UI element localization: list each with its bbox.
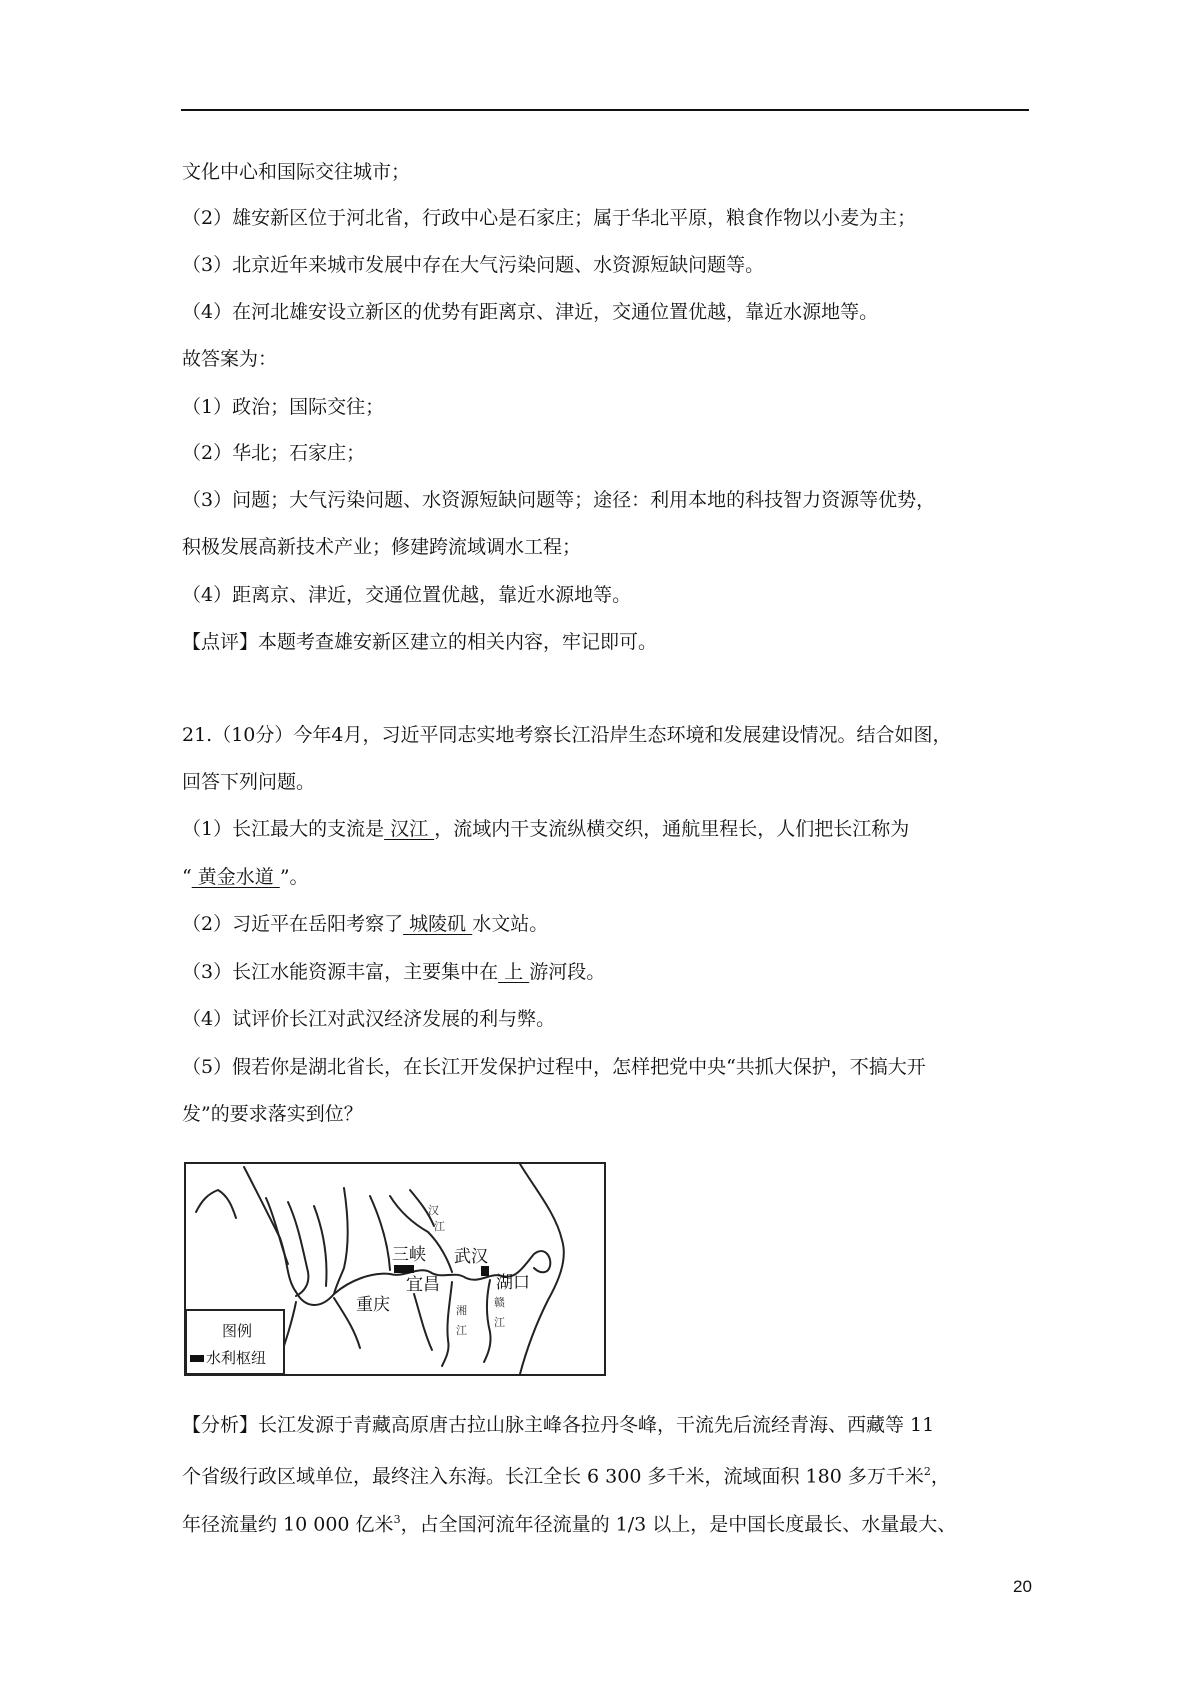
- legend-item: 水利枢纽: [206, 1349, 267, 1367]
- analysis-text: 年径流量约 10 000 亿米: [182, 1513, 394, 1536]
- q2-prefix: （2）习近平在岳阳考察了: [182, 913, 404, 935]
- dam-hukou-marker: [481, 1266, 489, 1276]
- q3-suffix: 游河段。: [529, 961, 606, 983]
- legend-dam-symbol: [190, 1355, 204, 1362]
- label-yichang: 宜昌: [406, 1275, 440, 1295]
- q1b-answer-blank: 黄金水道: [191, 866, 280, 888]
- header-rule: [181, 109, 1029, 111]
- answer-3-cont: 积极发展高新技术产业；修建跨流域调水工程；: [182, 536, 582, 558]
- answer-3: （3）问题；大气污染问题、水资源短缺问题等；途径：利用本地的科技智力资源等优势，: [182, 489, 936, 511]
- q1-answer-blank: 汉江: [384, 818, 435, 840]
- text-line: 文化中心和国际交往城市；: [182, 161, 411, 183]
- comment: 【点评】本题考查雄安新区建立的相关内容，牢记即可。: [182, 631, 658, 653]
- yangtze-river-map: [184, 1162, 606, 1376]
- label-hukou: 湖口: [496, 1273, 530, 1293]
- page-number: 20: [1013, 1577, 1032, 1596]
- analysis-text: 个省级行政区域单位，最终注入东海。长江全长 6 300 多千米，流域面积 180 多万千米: [182, 1465, 924, 1488]
- label-han: 汉: [428, 1204, 439, 1217]
- q3-prefix: （3）长江水能资源丰富，主要集中在: [182, 961, 499, 983]
- answers-heading: 故答案为：: [182, 348, 278, 370]
- label-chongqing: 重庆: [356, 1295, 390, 1315]
- label-wuhan: 武汉: [454, 1247, 488, 1267]
- text-line: （3）北京近年来城市发展中存在大气污染问题、水资源短缺问题等。: [182, 254, 765, 276]
- answer-2: （2）华北；石家庄；: [182, 442, 366, 464]
- question-21-2: [182, 912, 548, 936]
- analysis-text: ，占全国河流年径流量的 1/3 以上，是中国长度最长、水量最大、: [400, 1513, 957, 1536]
- q1b-prefix: “: [182, 866, 192, 888]
- question-21-1: [182, 817, 909, 841]
- analysis-line: 【分析】长江发源于青藏高原唐古拉山脉主峰各拉丹冬峰，干流先后流经青海、西藏等 11: [182, 1414, 935, 1436]
- label-sanxia: 三峡: [392, 1245, 426, 1265]
- dam-sanxia-marker: [394, 1265, 414, 1273]
- text-line: （2）雄安新区位于河北省，行政中心是石家庄；属于华北平原，粮食作物以小麦为主；: [182, 207, 917, 229]
- label-gan: 赣: [494, 1296, 505, 1309]
- label-gan-jiang: 江: [494, 1316, 505, 1329]
- question-21-stem: 21.（10分）今年4月，习近平同志实地考察长江沿岸生态环境和发展建设情况。结合如图，: [182, 724, 952, 746]
- label-xiang-jiang: 江: [456, 1324, 467, 1337]
- analysis-line: [182, 1460, 950, 1488]
- q2-suffix: 水文站。: [472, 913, 549, 935]
- answer-4: （4）距离京、津近，交通位置优越，靠近水源地等。: [182, 584, 632, 606]
- q3-answer-blank: 上: [498, 961, 530, 983]
- q1-prefix: （1）长江最大的支流是: [182, 818, 385, 840]
- q1b-suffix: ”。: [279, 866, 309, 888]
- q1-suffix: ，流域内干支流纵横交织，通航里程长，人们把长江称为: [434, 818, 910, 840]
- question-21-5-cont: 发”的要求落实到位？: [182, 1103, 363, 1125]
- question-21-4: （4）试评价长江对武汉经济发展的利与弊。: [182, 1008, 556, 1030]
- q2-answer-blank: 城陵矶: [403, 913, 473, 935]
- text-line: （4）在河北雄安设立新区的优势有距离京、津近，交通位置优越，靠近水源地等。: [182, 301, 879, 323]
- question-21-3: [182, 960, 605, 984]
- superscript: 2: [923, 1465, 931, 1478]
- question-21-stem-cont: 回答下列问题。: [182, 771, 316, 793]
- legend-title: 图例: [222, 1322, 253, 1340]
- label-xiang: 湘: [456, 1304, 467, 1317]
- superscript: 3: [393, 1513, 401, 1526]
- analysis-text: ，: [930, 1465, 950, 1488]
- question-21-5: （5）假若你是湖北省长，在长江开发保护过程中，怎样把党中央“共抓大保护，不搞大开: [182, 1056, 926, 1078]
- analysis-line: [182, 1508, 956, 1536]
- label-jiang: 江: [434, 1220, 445, 1233]
- answer-1: （1）政治；国际交往；: [182, 396, 385, 418]
- question-21-1-cont: [182, 865, 309, 889]
